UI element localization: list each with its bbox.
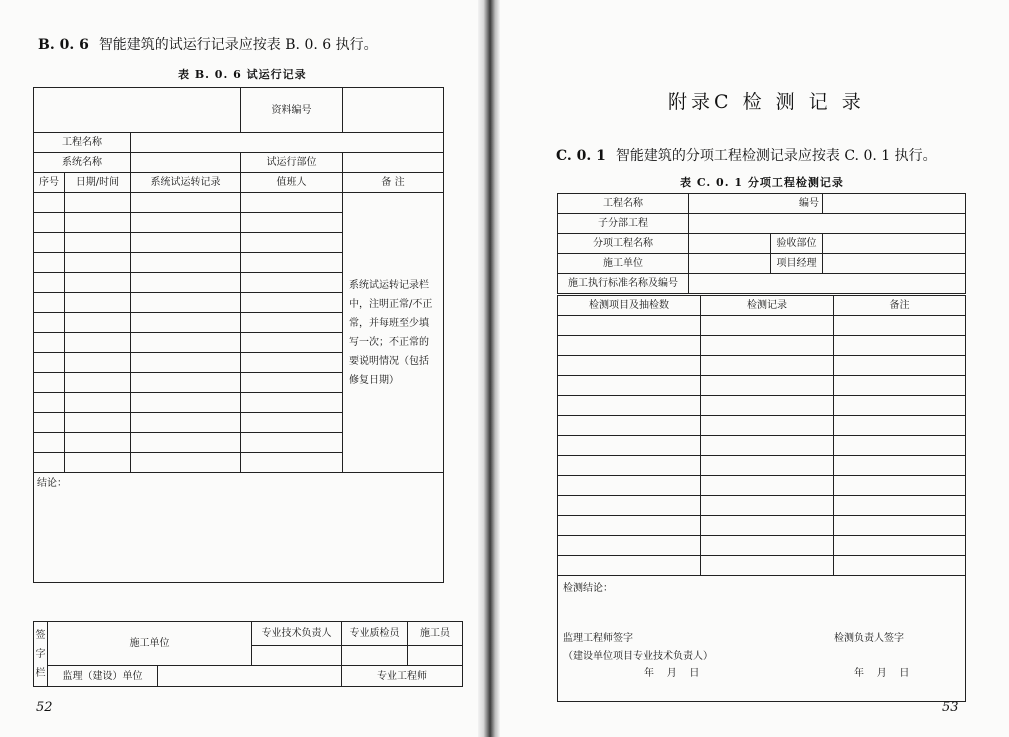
- table-row-cell[interactable]: [558, 376, 701, 396]
- table-row-cell[interactable]: [131, 453, 241, 473]
- table-row-cell[interactable]: [701, 356, 834, 376]
- section-text: 智能建筑的分项工程检测记录应按表 C. 0. 1 执行。: [615, 148, 937, 164]
- table-row-cell[interactable]: [834, 536, 966, 556]
- table-row-cell[interactable]: [241, 413, 343, 433]
- table-row-cell[interactable]: [701, 516, 834, 536]
- item-project-value[interactable]: [689, 234, 771, 254]
- item-project-label: 分项工程名称: [558, 234, 689, 254]
- supervisor-sign-label: 监理工程师签字: [563, 633, 633, 644]
- sub-project-label: 子分部工程: [558, 214, 689, 234]
- signature-table: [33, 621, 463, 687]
- table-row-cell[interactable]: [701, 376, 834, 396]
- col-datetime: 日期/时间: [65, 173, 131, 193]
- table-row-cell[interactable]: [34, 433, 65, 453]
- table-row-cell[interactable]: [131, 273, 241, 293]
- table-row-cell[interactable]: [34, 453, 65, 473]
- table-row-cell[interactable]: [34, 233, 65, 253]
- col-items: 检测项目及抽检数: [558, 296, 701, 316]
- col-remarks: 备 注: [343, 173, 444, 193]
- standard-label: 施工执行标准名称及编号: [558, 274, 689, 294]
- quality-inspector-sign[interactable]: [342, 646, 408, 666]
- tech-lead-sign[interactable]: [252, 646, 342, 666]
- table-row-cell[interactable]: [834, 556, 966, 576]
- table-row-cell[interactable]: [241, 213, 343, 233]
- system-name-value[interactable]: [131, 153, 241, 173]
- right-page: [500, 0, 1009, 737]
- table-row-cell[interactable]: [65, 373, 131, 393]
- table-row-cell[interactable]: [701, 536, 834, 556]
- table-row-cell[interactable]: [34, 293, 65, 313]
- table-row-cell[interactable]: [131, 413, 241, 433]
- table-row-cell[interactable]: [241, 313, 343, 333]
- table-row-cell[interactable]: [65, 293, 131, 313]
- table-row-cell[interactable]: [834, 396, 966, 416]
- table-row-cell[interactable]: [558, 416, 701, 436]
- section-heading: [556, 145, 937, 165]
- table-row-cell[interactable]: [834, 476, 966, 496]
- table-row-cell[interactable]: [65, 413, 131, 433]
- contractor-label: 施工单位: [558, 254, 689, 274]
- table-row-cell[interactable]: [834, 376, 966, 396]
- table-row-cell[interactable]: [131, 293, 241, 313]
- table-row-cell[interactable]: [241, 393, 343, 413]
- project-name-label: 工程名称: [558, 194, 689, 214]
- acceptance-part-value[interactable]: [823, 234, 966, 254]
- table-row-cell[interactable]: [558, 556, 701, 576]
- table-row-cell[interactable]: [241, 333, 343, 353]
- sign-label: 签字栏: [34, 622, 48, 687]
- table-row-cell[interactable]: [701, 556, 834, 576]
- col-record: 系统试运转记录: [131, 173, 241, 193]
- contractor-value[interactable]: [689, 254, 771, 274]
- project-manager-label: 项目经理: [771, 254, 823, 274]
- table-row-cell[interactable]: [558, 396, 701, 416]
- worker-label: 施工员: [408, 622, 463, 646]
- project-manager-value[interactable]: [823, 254, 966, 274]
- table-row-cell[interactable]: [834, 456, 966, 476]
- table-row-cell[interactable]: [34, 373, 65, 393]
- table-row-cell[interactable]: [701, 476, 834, 496]
- table-row-cell[interactable]: [558, 476, 701, 496]
- inspection-items-table: [557, 295, 966, 702]
- table-row-cell[interactable]: [34, 193, 65, 213]
- number-value[interactable]: [823, 194, 966, 214]
- table-row-cell[interactable]: [834, 516, 966, 536]
- table-row-cell[interactable]: [65, 213, 131, 233]
- table-row-cell[interactable]: [834, 316, 966, 336]
- table-row-cell[interactable]: [834, 416, 966, 436]
- table-row-cell[interactable]: [131, 433, 241, 453]
- table-row-cell[interactable]: [65, 233, 131, 253]
- table-row-cell[interactable]: [241, 293, 343, 313]
- table-row-cell[interactable]: [701, 316, 834, 336]
- table-row-cell[interactable]: [558, 336, 701, 356]
- table-row-cell[interactable]: [241, 353, 343, 373]
- table-row-cell[interactable]: [241, 233, 343, 253]
- trial-location-label: 试运行部位: [241, 153, 343, 173]
- table-row-cell[interactable]: [834, 496, 966, 516]
- table-row-cell[interactable]: [131, 393, 241, 413]
- table-row-cell[interactable]: [701, 416, 834, 436]
- table-row-cell[interactable]: [241, 193, 343, 213]
- conclusion-label: 结论：: [37, 478, 67, 489]
- table-row-cell[interactable]: [241, 433, 343, 453]
- table-row-cell[interactable]: [701, 436, 834, 456]
- conclusion-cell[interactable]: [558, 576, 966, 702]
- table-row-cell[interactable]: [701, 336, 834, 356]
- table-row-cell[interactable]: [34, 253, 65, 273]
- standard-value[interactable]: [689, 274, 966, 294]
- table-row-cell[interactable]: [834, 436, 966, 456]
- table-row-cell[interactable]: [131, 313, 241, 333]
- table-row-cell[interactable]: [65, 333, 131, 353]
- supervisor-date: 年 月 日: [644, 668, 700, 679]
- supervisor-label: 监理（建设）单位: [48, 666, 158, 687]
- supervisor-sign-note: （建设单位项目专业技术负责人）: [563, 651, 713, 662]
- page-number-right: 53: [942, 700, 959, 715]
- doc-no-value[interactable]: [343, 88, 444, 133]
- section-number: C. 0. 1: [556, 148, 606, 164]
- table-row-cell[interactable]: [241, 453, 343, 473]
- quality-inspector-label: 专业质检员: [342, 622, 408, 646]
- worker-sign[interactable]: [408, 646, 463, 666]
- table-row-cell[interactable]: [34, 333, 65, 353]
- table-row-cell[interactable]: [701, 496, 834, 516]
- appendix-title: 附录C 检 测 记 录: [668, 91, 865, 113]
- section-number: B. 0. 6: [38, 37, 89, 53]
- table-row-cell[interactable]: [65, 393, 131, 413]
- col-remarks: 备注: [834, 296, 966, 316]
- table-row-cell[interactable]: [34, 353, 65, 373]
- table-row-cell[interactable]: [34, 413, 65, 433]
- table-row-cell[interactable]: [558, 456, 701, 476]
- section-text: 智能建筑的试运行记录应按表 B. 0. 6 执行。: [98, 37, 378, 53]
- table-row-cell[interactable]: [701, 456, 834, 476]
- table-row-cell[interactable]: [834, 336, 966, 356]
- system-name-label: 系统名称: [34, 153, 131, 173]
- table-row-cell[interactable]: [65, 193, 131, 213]
- table-row-cell[interactable]: [34, 273, 65, 293]
- table-row-cell[interactable]: [34, 213, 65, 233]
- col-on-duty: 值班人: [241, 173, 343, 193]
- table-row-cell[interactable]: [34, 393, 65, 413]
- inspection-table: [557, 193, 966, 294]
- table-row-cell[interactable]: [558, 516, 701, 536]
- table-row-cell[interactable]: [558, 496, 701, 516]
- sub-project-value[interactable]: [689, 214, 966, 234]
- table-row-cell[interactable]: [34, 313, 65, 333]
- project-name-label: 工程名称: [34, 133, 131, 153]
- tech-lead-label: 专业技术负责人: [252, 622, 342, 646]
- table-row-cell[interactable]: [131, 233, 241, 253]
- trial-run-table: [33, 87, 444, 583]
- table-row-cell[interactable]: [131, 253, 241, 273]
- col-seq: 序号: [34, 173, 65, 193]
- blank-cell: [34, 88, 241, 133]
- table-row-cell[interactable]: [131, 373, 241, 393]
- inspector-date: 年 月 日: [854, 668, 910, 679]
- trial-location-value[interactable]: [343, 153, 444, 173]
- table-row-cell[interactable]: [131, 353, 241, 373]
- table-row-cell[interactable]: [65, 313, 131, 333]
- table-row-cell[interactable]: [558, 536, 701, 556]
- table-caption: 表 B. 0. 6 试运行记录: [178, 68, 307, 81]
- section-heading: [38, 34, 378, 54]
- table-row-cell[interactable]: [558, 356, 701, 376]
- contractor-label: 施工单位: [48, 622, 252, 666]
- doc-no-label: 资料编号: [241, 88, 343, 133]
- table-row-cell[interactable]: [65, 433, 131, 453]
- table-row-cell[interactable]: [131, 333, 241, 353]
- table-row-cell[interactable]: [241, 273, 343, 293]
- table-row-cell[interactable]: [241, 253, 343, 273]
- col-record: 检测记录: [701, 296, 834, 316]
- table-row-cell[interactable]: [65, 253, 131, 273]
- table-row-cell[interactable]: [65, 273, 131, 293]
- table-row-cell[interactable]: [701, 396, 834, 416]
- number-label: 编号: [689, 194, 823, 214]
- acceptance-part-label: 验收部位: [771, 234, 823, 254]
- table-row-cell[interactable]: [558, 436, 701, 456]
- remarks-note: 系统试运转记录栏中，注明正常/不正常，并每班至少填写一次；不正常的要说明情况（包括修复日期）: [343, 193, 444, 473]
- table-row-cell[interactable]: [558, 316, 701, 336]
- table-row-cell[interactable]: [131, 193, 241, 213]
- table-row-cell[interactable]: [131, 213, 241, 233]
- table-row-cell[interactable]: [834, 356, 966, 376]
- table-row-cell[interactable]: [241, 373, 343, 393]
- table-caption: 表 C. 0. 1 分项工程检测记录: [680, 176, 844, 189]
- page-number-left: 52: [36, 700, 53, 715]
- project-name-value[interactable]: [131, 133, 444, 153]
- engineer-label: 专业工程师: [342, 666, 463, 687]
- table-row-cell[interactable]: [65, 353, 131, 373]
- inspector-sign-label: 检测负责人签字: [834, 633, 904, 644]
- table-row-cell[interactable]: [65, 453, 131, 473]
- left-page: [0, 0, 478, 737]
- supervisor-sign[interactable]: [158, 666, 342, 687]
- conclusion-cell[interactable]: [34, 473, 444, 583]
- book-spine: [478, 0, 500, 737]
- conclusion-label: 检测结论：: [563, 583, 613, 594]
